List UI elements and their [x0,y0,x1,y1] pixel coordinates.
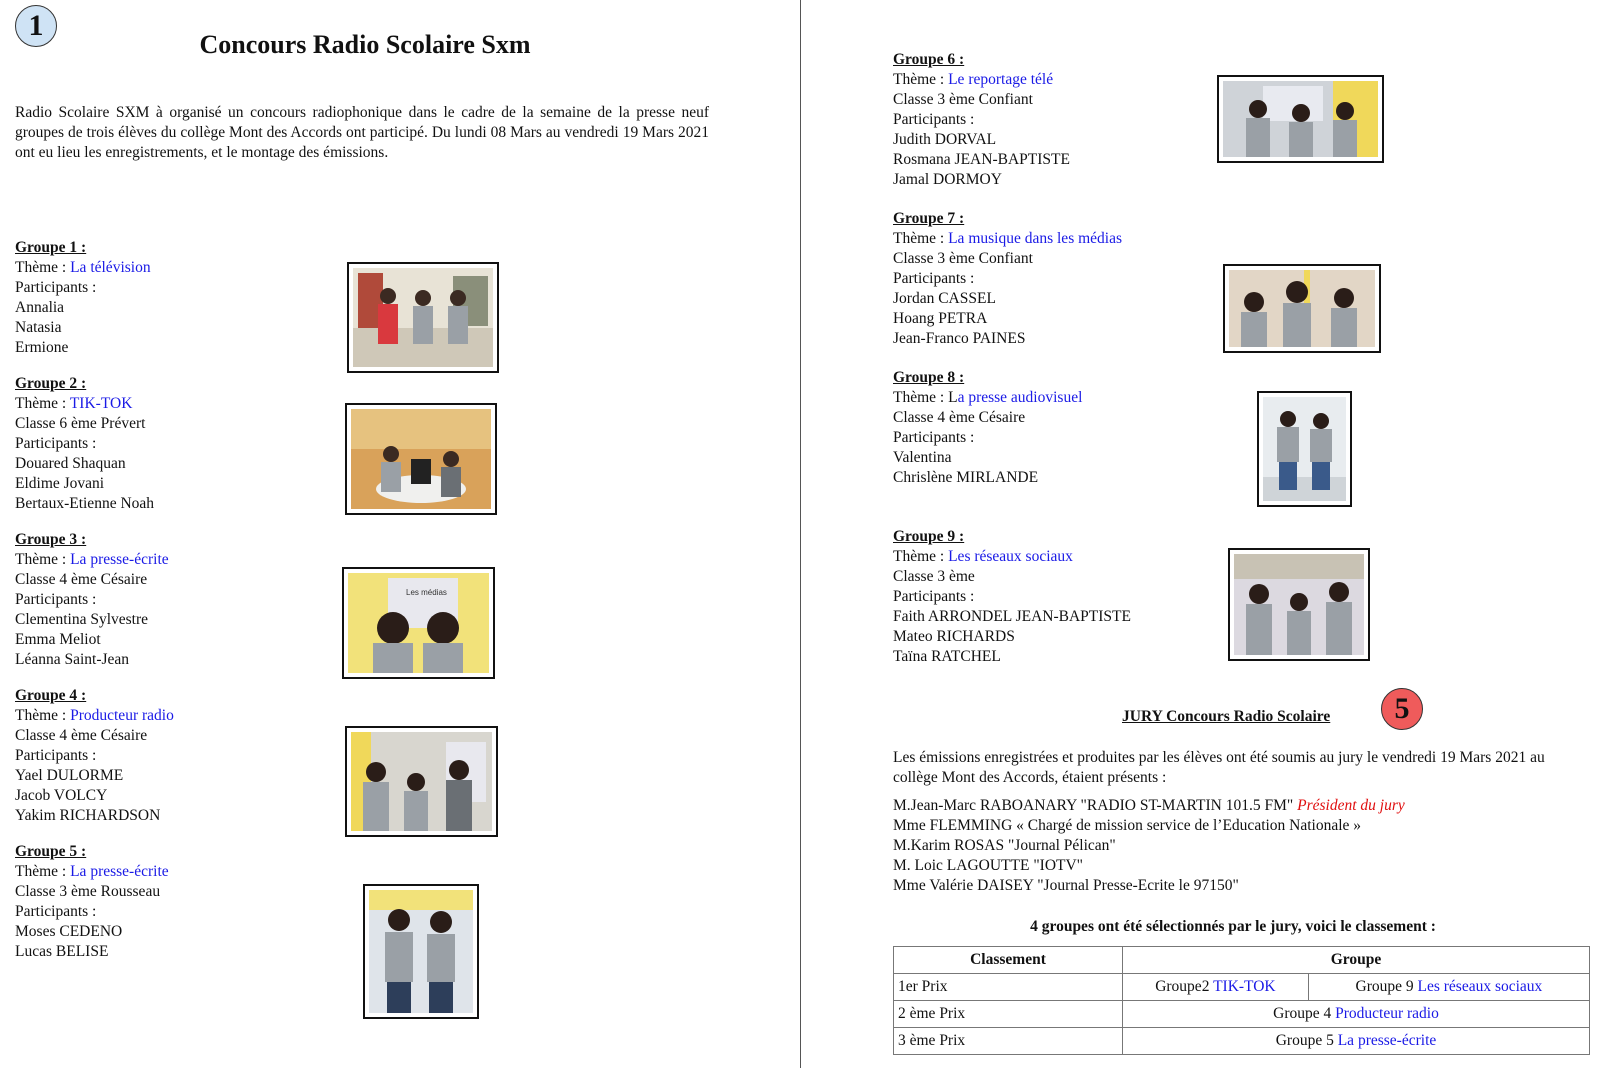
participants-label: Participants : [893,111,975,128]
students-photo-icon [1229,270,1375,347]
group-theme-line: Thème : TIK-TOK [15,395,133,412]
group-title: Groupe 5 : [15,843,87,860]
group-title: Groupe 3 : [15,531,87,548]
participants-label: Participants : [893,429,975,446]
participants-label: Participants : [893,588,975,605]
ranking-table [893,946,1590,1055]
group-class: Classe 6 ème Prévert [15,415,146,432]
group-1 [15,238,151,358]
page-number-badge-5: 5 [1381,688,1423,730]
group-cell: Groupe 9 Les réseaux sociaux [1308,974,1589,1001]
group-8 [893,368,1082,488]
participant: Valentina [893,449,952,466]
participant: Bertaux-Etienne Noah [15,495,155,512]
rank-cell: 1er Prix [894,974,1123,1001]
group-3 [15,530,169,670]
students-photo-icon [1263,397,1346,501]
group-theme: Les réseaux sociaux [948,548,1073,565]
group-7-photo [1223,264,1381,353]
group-5-photo [363,884,479,1019]
participant: Faith ARRONDEL JEAN-BAPTISTE [893,608,1131,625]
table-row [894,1001,1590,1028]
students-photo-icon [351,409,491,509]
group-3-photo [342,567,495,679]
participant: Clementina Sylvestre [15,611,149,628]
group-theme-line: Thème : La musique dans les médias [893,230,1122,247]
rank-cell: 3 ème Prix [894,1028,1123,1055]
page-number-badge-1: 1 [15,5,57,47]
group-theme-line: Thème : Producteur radio [15,707,174,724]
group-1-photo [347,262,499,373]
table-row [894,974,1590,1001]
page-title: Concours Radio Scolaire Sxm [199,30,531,59]
students-photo-icon [348,573,489,673]
participants-label: Participants : [15,903,97,920]
group-title: Groupe 8 : [893,369,965,386]
group-2 [15,374,154,514]
group-5 [15,842,169,962]
group-theme-line: Thème : La presse audiovisuel [893,389,1083,406]
group-class: Classe 4 ème Césaire [15,571,148,588]
group-theme: a presse audiovisuel [957,389,1083,406]
group-9 [893,527,1131,667]
students-photo-icon [1234,554,1364,655]
students-photo-icon [1223,81,1378,157]
participant: Eldime Jovani [15,475,105,492]
participant: Lucas BELISE [15,943,109,960]
group-class: Classe 3 ème Confiant [893,91,1033,108]
participant: Jamal DORMOY [893,171,1002,188]
participant: Rosmana JEAN-BAPTISTE [893,151,1070,168]
group-title: Groupe 1 : [15,239,87,256]
participant: Emma Meliot [15,631,101,648]
table-header-row [894,947,1590,974]
jury-title: JURY Concours Radio Scolaire [1122,708,1331,725]
group-cell: Groupe2 TIK-TOK [1123,974,1309,1001]
group-title: Groupe 9 : [893,528,965,545]
group-8-photo [1257,391,1352,507]
group-theme-line: Thème : La télévision [15,259,151,276]
group-9-photo [1228,548,1370,661]
students-photo-icon [351,732,492,831]
participant: Hoang PETRA [893,310,988,327]
students-photo-icon [369,890,473,1013]
participants-label: Participants : [15,747,97,764]
col-header-group: Groupe [1123,947,1590,974]
participant: Jordan CASSEL [893,290,996,307]
participant: Douared Shaquan [15,455,126,472]
group-class: Classe 4 ème Césaire [893,409,1026,426]
jury-role: Président du jury [1297,797,1405,814]
jury-member: M.Jean-Marc RABOANARY "RADIO ST-MARTIN 101.5 FM" Président du jury [893,797,1405,814]
group-2-photo [345,403,497,515]
participant: Chrislène MIRLANDE [893,469,1039,486]
group-theme-line: Thème : La presse-écrite [15,551,169,568]
jury-member: Mme Valérie DAISEY "Journal Presse-Ecrite le 97150" [893,877,1239,894]
group-6-photo [1217,75,1384,163]
group-class: Classe 3 ème [893,568,975,585]
selection-heading: 4 groupes ont été sélectionnés par le jury, voici le classement : [1030,918,1436,935]
rank-cell: 2 ème Prix [894,1001,1123,1028]
intro-paragraph: Radio Scolaire SXM à organisé un concours radiophonique dans le cadre de la semaine de la presse neuf groupes de trois élèves du collège Mont des Accords ont participé. Du lundi 08 Mars au vendredi 19 Mars 2021 ont eu lieu les enregistrements, et le montage des émissions. [15,104,709,161]
group-theme: Producteur radio [70,707,174,724]
group-7 [893,209,1122,349]
group-theme: TIK-TOK [69,395,133,412]
group-title: Groupe 2 : [15,375,87,392]
participant: Mateo RICHARDS [893,628,1015,645]
participant: Jacob VOLCY [15,787,108,804]
jury-member: Mme FLEMMING « Chargé de mission service de l’Education Nationale » [893,817,1362,834]
page-divider [800,0,801,1068]
group-theme-line: Thème : Le reportage télé [893,71,1054,88]
group-title: Groupe 6 : [893,51,965,68]
participants-label: Participants : [15,591,97,608]
participant: Annalia [15,299,65,316]
participant: Moses CEDENO [15,923,123,940]
participant: Judith DORVAL [893,131,997,148]
jury-members [893,796,1405,896]
participant: Taïna RATCHEL [893,648,1001,665]
jury-member: M. Loic LAGOUTTE "IOTV" [893,857,1084,874]
group-theme: La presse-écrite [70,863,169,880]
participant: Natasia [15,319,62,336]
table-row [894,1028,1590,1055]
group-class: Classe 4 ème Césaire [15,727,148,744]
svg-text:Les médias: Les médias [406,588,447,597]
group-theme: Le reportage télé [948,71,1054,88]
participant: Ermione [15,339,69,356]
group-theme: La télévision [70,259,151,276]
jury-member: M.Karim ROSAS "Journal Pélican" [893,837,1116,854]
participant: Yael DULORME [15,767,124,784]
group-cell: Groupe 4 Producteur radio [1123,1001,1590,1028]
participant: Yakim RICHARDSON [15,807,161,824]
group-6 [893,50,1070,190]
participant: Jean-Franco PAINES [893,330,1026,347]
group-theme-line: Thème : La presse-écrite [15,863,169,880]
group-theme: La presse-écrite [70,551,169,568]
participant: Léanna Saint-Jean [15,651,130,668]
jury-intro: Les émissions enregistrées et produites par les élèves ont été soumis au jury le vendredi 19 Mars 2021 au collège Mont des Accords, étaient présents : [893,749,1545,786]
group-class: Classe 3 ème Confiant [893,250,1033,267]
participants-label: Participants : [893,270,975,287]
group-title: Groupe 7 : [893,210,965,227]
group-theme: La musique dans les médias [948,230,1122,247]
participants-label: Participants : [15,435,97,452]
group-title: Groupe 4 : [15,687,87,704]
group-theme-line: Thème : Les réseaux sociaux [893,548,1073,565]
students-photo-icon [353,268,493,367]
col-header-rank: Classement [894,947,1123,974]
group-cell: Groupe 5 La presse-écrite [1123,1028,1590,1055]
group-class: Classe 3 ème Rousseau [15,883,161,900]
participants-label: Participants : [15,279,97,296]
group-4-photo [345,726,498,837]
group-4 [15,686,174,826]
